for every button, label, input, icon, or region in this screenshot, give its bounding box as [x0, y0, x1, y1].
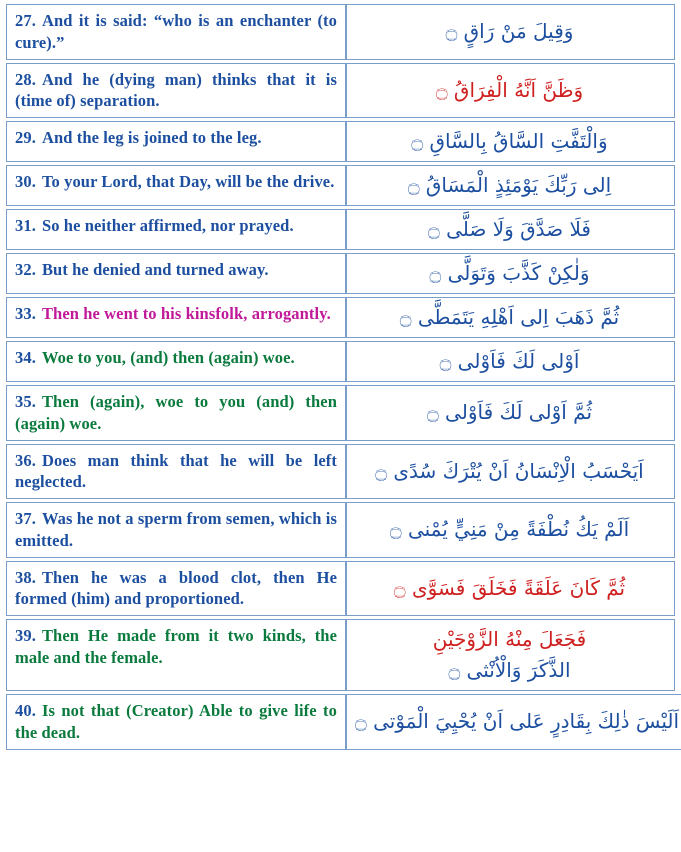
verse-number: 37.: [15, 509, 36, 529]
verse-number: 35.: [15, 392, 36, 412]
translation-cell: [6, 4, 346, 60]
arabic-line: ثُمَّ ذَهَبَ اِلى اَهْلِهِ يَتَمَطَّى ۝: [399, 305, 620, 330]
verse-row: [6, 253, 675, 294]
arabic-cell: [346, 694, 681, 750]
arabic-cell: [346, 165, 675, 206]
arabic-cell: [346, 502, 675, 558]
translation-text: And the leg is joined to the leg.: [41, 128, 262, 148]
translation-cell: [6, 63, 346, 119]
arabic-cell: [346, 619, 675, 691]
verse-number: 39.: [15, 626, 36, 646]
verse-number: 38.: [15, 567, 36, 587]
translation-text: Woe to you, (and) then (again) woe.: [41, 348, 295, 368]
translation-text: Does man think that he will be left neglected.: [15, 450, 337, 492]
translation-cell: [6, 341, 346, 382]
verse-number: 30.: [15, 172, 36, 192]
verse-row: [6, 694, 680, 750]
translation-text: Was he not a sperm from semen, which is emitted.: [15, 509, 337, 550]
verse-row: [6, 121, 675, 162]
verse-number: 28.: [15, 69, 36, 89]
translation-text: But he denied and turned away.: [41, 260, 269, 280]
arabic-line: الذَّكَرَ وَالْاُنْثى ۝: [448, 658, 571, 683]
arabic-cell: [346, 209, 675, 250]
verse-row: [6, 502, 675, 558]
arabic-cell: [346, 121, 675, 162]
arabic-line: وَقِيلَ مَنْ رَاقٍ ۝: [445, 19, 574, 44]
arabic-line: اَيَحْسَبُ الْاِنْسَانُ اَنْ يُتْرَكَ سُدًى ۝: [375, 458, 644, 483]
verse-number: 29.: [15, 128, 36, 148]
arabic-cell: [346, 63, 675, 119]
translation-text: To your Lord, that Day, will be the drive.: [41, 172, 335, 192]
verse-row: [6, 4, 675, 60]
verse-number: 33.: [15, 304, 36, 324]
verse-row: [6, 297, 675, 338]
arabic-line: وَالْتَفَّتِ السَّاقُ بِالسَّاقِ ۝: [411, 129, 608, 154]
translation-text: And it is said: “who is an enchanter (to cure).”: [15, 11, 337, 52]
verse-number: 31.: [15, 216, 36, 236]
arabic-line: اَلَيْسَ ذٰلِكَ بِقَادِرٍ عَلى اَنْ يُحْيِيَ الْمَوْتى ۝: [355, 709, 680, 734]
translation-cell: [6, 165, 346, 206]
translation-text: Is not that (Creator) Able to give life to the dead.: [15, 701, 337, 742]
arabic-line: اَلَمْ يَكُ نُطْفَةً مِنْ مَنِيٍّ يُمْنى ۝: [389, 517, 630, 542]
verse-number: 32.: [15, 260, 36, 280]
arabic-line: ثُمَّ كَانَ عَلَقَةً فَخَلَقَ فَسَوَّى ۝: [393, 575, 626, 600]
verse-number: 27.: [15, 11, 36, 30]
translation-text: Then he went to his kinsfolk, arrogantly.: [41, 304, 331, 324]
translation-cell: [6, 444, 346, 500]
translation-text: Then (again), woe to you (and) then (again) woe.: [15, 392, 337, 433]
arabic-cell: [346, 385, 675, 441]
translation-cell: [6, 385, 346, 441]
verse-row: [6, 561, 675, 617]
arabic-cell: [346, 4, 675, 60]
translation-cell: [6, 121, 346, 162]
translation-cell: [6, 694, 346, 750]
arabic-line: وَظَنَّ اَنَّهُ الْفِرَاقُ ۝: [435, 77, 584, 102]
verse-row: [6, 341, 675, 382]
arabic-line: اَوْلى لَكَ فَاَوْلى ۝: [439, 349, 580, 374]
translation-cell: [6, 297, 346, 338]
arabic-line: ثُمَّ اَوْلى لَكَ فَاَوْلى ۝: [426, 400, 593, 425]
translation-text: Then he was a blood clot, then He formed (him) and proportioned.: [15, 567, 337, 609]
arabic-line: فَجَعَلَ مِنْهُ الزَّوْجَيْنِ: [432, 627, 587, 652]
arabic-line: اِلى رَبِّكَ يَوْمَئِذٍ الْمَسَاقُ ۝: [407, 173, 612, 198]
translation-cell: [6, 209, 346, 250]
verse-row: [6, 619, 675, 691]
arabic-line: فَلَا صَدَّقَ وَلَا صَلَّى ۝: [428, 217, 591, 242]
arabic-line: وَلٰكِنْ كَذَّبَ وَتَوَلَّى ۝: [429, 261, 590, 286]
translation-cell: [6, 561, 346, 617]
verse-row: [6, 209, 675, 250]
translation-cell: [6, 619, 346, 691]
verse-row: [6, 63, 675, 119]
arabic-cell: [346, 444, 675, 500]
translation-text: Then He made from it two kinds, the male and the female.: [15, 626, 337, 667]
verse-number: 34.: [15, 348, 36, 368]
verse-number: 40.: [15, 701, 36, 721]
verse-number: 36.: [15, 450, 36, 470]
arabic-cell: [346, 561, 675, 617]
arabic-cell: [346, 253, 675, 294]
arabic-cell: [346, 341, 675, 382]
translation-cell: [6, 502, 346, 558]
arabic-cell: [346, 297, 675, 338]
translation-cell: [6, 253, 346, 294]
translation-text: So he neither affirmed, nor prayed.: [41, 216, 294, 236]
verse-row: [6, 165, 675, 206]
verse-row: [6, 385, 675, 441]
translation-text: And he (dying man) thinks that it is (time of) separation.: [15, 69, 337, 111]
verse-row: [6, 444, 675, 500]
